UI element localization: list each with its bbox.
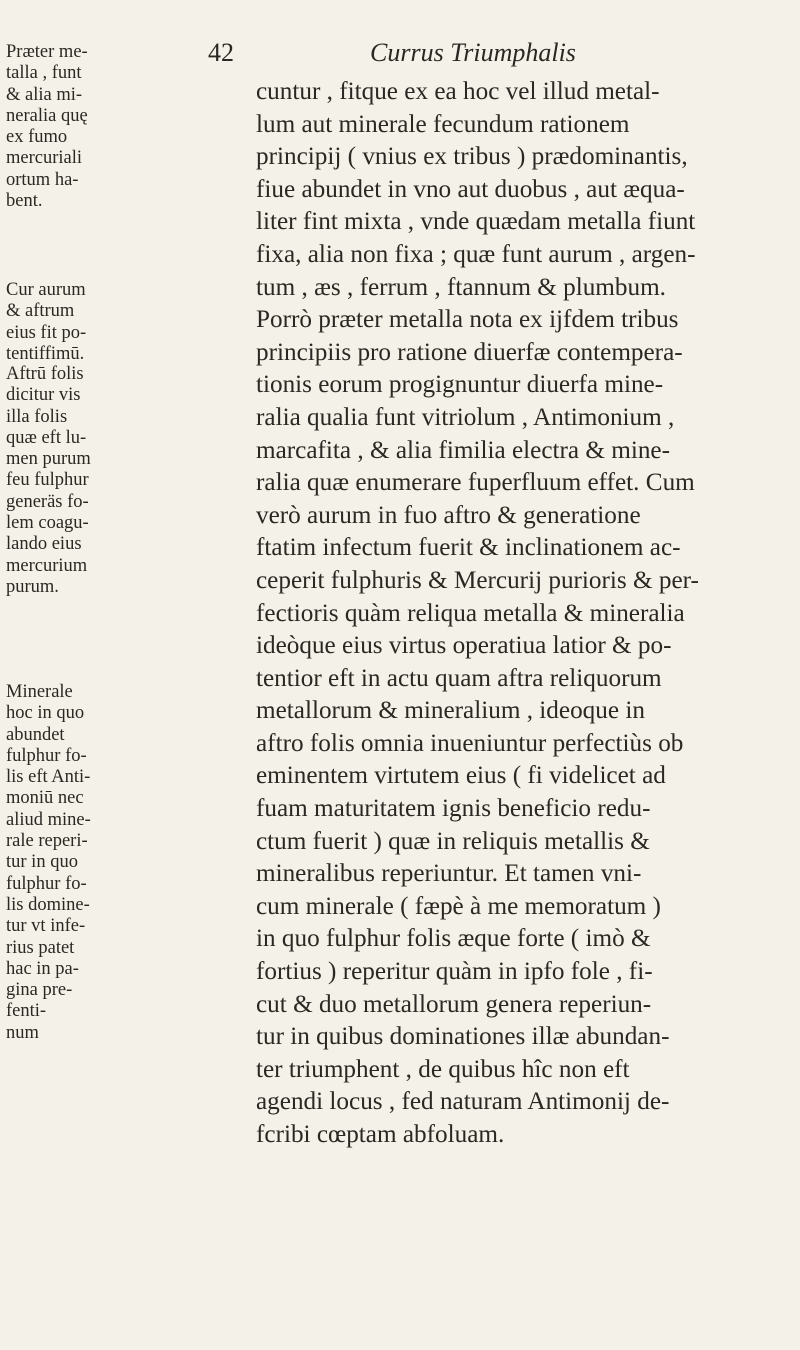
text-line: metallorum & mineralium , ideoque in: [256, 697, 645, 725]
text-line: liter fint mixta , vnde quædam metalla fiunt: [256, 208, 696, 236]
margin-note: Minerale hoc in quo abundet fulphur fo- lis eft Anti- moniū nec aliud mine- rale reperi- tur in quo fulphur fo- lis domine- tur vt infe- rius patet hac in pa- gina pre- fenti- num: [6, 682, 91, 1043]
margin-note: Aftrū folis dicitur vis illa folis quæ eft lu- men purum feu fulphur generäs fo- lem coagu- lando eius mercurium purum.: [6, 364, 91, 597]
running-title: Currus Triumphalis: [370, 38, 576, 67]
text-line: ftatim infectum fuerit & inclinationem ac-: [256, 534, 681, 562]
text-line: verò aurum in fuo aftro & generatione: [256, 501, 641, 529]
text-line: aftro folis omnia inueniuntur perfectiùs ob: [256, 729, 684, 757]
text-line: cuntur , fitque ex ea hoc vel illud metal-: [256, 78, 660, 105]
text-line: cum minerale ( fæpè à me memoratum ): [256, 892, 661, 920]
text-line: ctum fuerit ) quæ in reliquis metallis &: [256, 827, 650, 855]
text-line: ralia quæ enumerare fuperfluum effet. Cum: [256, 469, 695, 497]
text-line: cut & duo metallorum genera reperiun-: [256, 990, 652, 1018]
text-line: lum aut minerale fecundum rationem: [256, 110, 630, 138]
text-line: tum , æs , ferrum , ftannum & plumbum.: [256, 273, 666, 301]
text-line: fuam maturitatem ignis beneficio redu-: [256, 795, 651, 823]
text-line: tentior eft in actu quam aftra reliquorum: [256, 664, 662, 692]
text-line: fixa, alia non fixa ; quæ funt aurum , argen-: [256, 240, 696, 268]
text-line: fortius ) reperitur quàm in ipfo fole , fi-: [256, 958, 653, 986]
text-line: fiue abundet in vno aut duobus , aut æqua-: [256, 175, 685, 203]
body-text: [256, 76, 788, 1152]
marginalia-column: [6, 42, 206, 1043]
text-line: Porrò præter metalla nota ex ijfdem tribus: [256, 306, 679, 334]
margin-note: Præter me- talla , funt & alia mi- neralia quę ex fumo mercuriali ortum ha- bent.: [6, 42, 88, 212]
text-line: ralia qualia funt vitriolum , Antimonium ,: [256, 403, 675, 431]
text-line: agendi locus , fed naturam Antimonij de-: [256, 1088, 670, 1116]
text-line: mineralibus reperiuntur. Et tamen vni-: [256, 860, 642, 888]
text-line: ceperit fulphuris & Mercurij purioris & per-: [256, 566, 699, 594]
text-line: eminentem virtutem eius ( fi videlicet ad: [256, 762, 666, 790]
margin-note: Cur aurum & aftrum eius fit po- tentiffimū.: [6, 280, 87, 364]
text-line: principiis pro ratione diuerfæ contempera-: [256, 338, 683, 366]
text-line: in quo fulphur folis æque forte ( imò &: [256, 925, 651, 953]
page-number: 42: [208, 38, 234, 67]
text-line: ter triumphent , de quibus hîc non eft: [256, 1055, 630, 1083]
text-line: ideòque eius virtus operatiua latior & po-: [256, 632, 672, 660]
text-line: tur in quibus dominationes illæ abundan-: [256, 1023, 670, 1051]
text-line: principij ( vnius ex tribus ) prædominantis,: [256, 143, 688, 171]
text-line: marcafita , & alia fimilia electra & mine-: [256, 436, 670, 464]
text-line: fcribi cœptam abfoluam.: [256, 1121, 505, 1148]
text-line: tionis eorum progignuntur diuerfa mine-: [256, 371, 664, 399]
text-line: fectioris quàm reliqua metalla & mineralia: [256, 599, 685, 627]
